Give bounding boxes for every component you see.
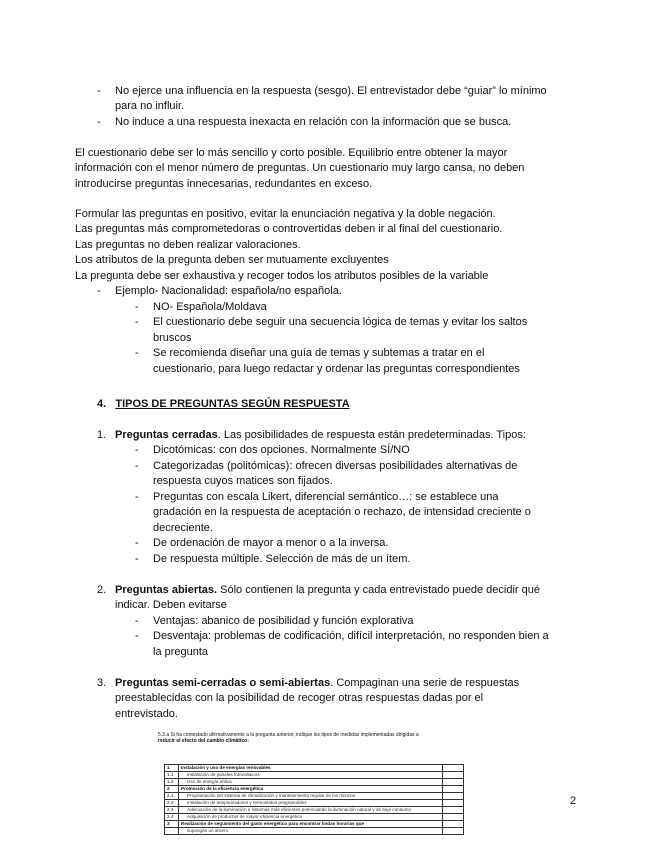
figure-caption <box>158 732 488 744</box>
intro-bullet-line: No induce a una respuesta inexacta en relación con la información que se busca. <box>115 116 512 128</box>
type-item-line <box>115 428 526 443</box>
table-row <box>165 793 464 800</box>
bullet-dash: - <box>135 553 139 565</box>
bullet-dash: - <box>135 444 139 456</box>
bullet-dash: - <box>97 285 101 297</box>
paragraph-line: La pregunta debe ser exhaustiva y recoger todos los atributos posibles de la variable <box>75 270 489 282</box>
table-cell-check[interactable] <box>443 828 464 835</box>
table-cell-text: Instalación y uso de energías renovables <box>179 765 443 772</box>
type-subbullet-line: gradación en la respuesta de aceptación o rechazo, de intensidad creciente o <box>153 506 531 518</box>
example-bullet: Ejemplo- Nacionalidad: española/no española. <box>115 285 342 297</box>
table-row <box>165 800 464 807</box>
embedded-questionnaire-figure <box>158 732 488 848</box>
table-cell-text: Instalación de temporizadores y termostatos programables <box>179 800 443 807</box>
table-cell-check[interactable] <box>443 786 464 793</box>
type-subbullet-line: De ordenación de mayor a menor o a la inversa. <box>153 537 389 549</box>
table-cell-number: 2.3 <box>165 807 179 814</box>
table-cell-check[interactable] <box>443 821 464 828</box>
type-subbullet-line: Preguntas con escala Likert, diferencial semántico…: se establece una <box>153 491 499 503</box>
bullet-dash: - <box>135 301 139 313</box>
bullet-dash: - <box>135 630 139 642</box>
table-cell-number <box>165 828 179 835</box>
table-cell-number: 1 <box>165 765 179 772</box>
table-cell-number: 3 <box>165 821 179 828</box>
type-subbullet-line: la pregunta <box>153 646 209 658</box>
type-subbullet-line: decreciente. <box>153 522 213 534</box>
example-subbullet-line: cuestionario, para luego redactar y ordenar las preguntas correspondientes <box>153 363 520 375</box>
table-cell-text: Realización de seguimiento del gasto energético para encontrar lindas horarias que <box>179 821 443 828</box>
bullet-dash: - <box>135 316 139 328</box>
paragraph-line: Las preguntas más comprometedoras o controvertidas deben ir al final del cuestionario. <box>75 223 503 235</box>
type-description: . Las posibilidades de respuesta están predeterminadas. Tipos: <box>217 429 526 441</box>
paragraph-line: El cuestionario debe ser lo más sencillo y corto posible. Equilibrio entre obtener la mayor <box>75 147 508 159</box>
intro-bullet-line: para no influir. <box>115 100 185 112</box>
type-subbullet-line: Ventajas: abanico de posibilidad y función explorativa <box>153 615 414 627</box>
figure-caption-line: reducir el efecto del cambio climático: <box>158 738 249 744</box>
table-cell-check[interactable] <box>443 793 464 800</box>
paragraph-line: Formular las preguntas en positivo, evitar la enunciación negativa y la doble negación. <box>75 208 496 220</box>
table-cell-number: 1.1 <box>165 772 179 779</box>
paragraph-line: introducirse preguntas innecesarias, redundantes en exceso. <box>75 178 373 190</box>
table-row <box>165 786 464 793</box>
table-row <box>165 807 464 814</box>
table-cell-text: Adecuación de la iluminación o sistemas más eficientes potenciando la iluminación natural y de bajo consumo <box>179 807 443 814</box>
paragraph-line: Las preguntas no deben realizar valoraciones. <box>75 239 301 251</box>
table-cell-text: Instalación de paneles fotovoltaicos <box>179 772 443 779</box>
type-subbullet-line: De respuesta múltiple. Selección de más de un ítem. <box>153 553 411 565</box>
table-cell-check[interactable] <box>443 779 464 786</box>
section-heading <box>97 397 350 412</box>
type-item-line <box>115 583 540 598</box>
bullet-dash: - <box>135 537 139 549</box>
bullet-dash: - <box>135 491 139 503</box>
table-cell-text: Promoción de la eficiencia energética <box>179 786 443 793</box>
paragraph-line: Los atributos de la pregunta deben ser mutuamente excluyentes <box>75 254 389 266</box>
table-cell-number: 2.4 <box>165 814 179 821</box>
example-subbullet-line: bruscos <box>153 332 192 344</box>
paragraph-line: información con el menor número de preguntas. Un cuestionario muy largo cansa, no deben <box>75 162 525 174</box>
type-subbullet-line: Dicotómicas: con dos opciones. Normalmente SÍ/NO <box>153 444 410 456</box>
table-cell-check[interactable] <box>443 772 464 779</box>
table-cell-text: Uso de energía eólica <box>179 779 443 786</box>
table-cell-number: 1.2 <box>165 779 179 786</box>
type-subbullet-line: Categorizadas (politómicas): ofrecen diversas posibilidades alternativas de <box>153 460 518 472</box>
list-number: 2. <box>97 584 107 596</box>
type-title: Preguntas semi-cerradas o semi-abiertas <box>115 677 331 689</box>
type-item-line: preestablecidas con la posibilidad de recoger otras respuestas dadas por el <box>115 692 484 704</box>
table-cell-text: Adquisición de productos de mayor eficiencia energética <box>179 814 443 821</box>
figure-caption-line: 5.3.a Si ha contestado afirmativamente a la pregunta anterior, indique los tipos de medidas implementadas dirigidas a <box>158 732 419 738</box>
bullet-dash: - <box>135 460 139 472</box>
example-subbullet-line: Se recomienda diseñar una guía de temas y subtemas a tratar en el <box>153 347 485 359</box>
bullet-dash: - <box>97 85 101 97</box>
type-description: . Compaginan una serie de respuestas <box>330 677 520 689</box>
example-subbullet-line: El cuestionario debe seguir una secuencia lógica de temas y evitar los saltos <box>153 316 528 328</box>
type-description: Sólo contienen la pregunta y cada entrevistado puede decidir qué <box>217 584 540 596</box>
table-row <box>165 779 464 786</box>
table-cell-number: 2.1 <box>165 793 179 800</box>
table-cell-check[interactable] <box>443 800 464 807</box>
type-item-line <box>115 676 519 691</box>
table-cell-check[interactable] <box>443 807 464 814</box>
type-title: Preguntas cerradas <box>115 429 218 441</box>
table-row <box>165 772 464 779</box>
example-subbullet-line: NO- Española/Moldava <box>153 301 267 313</box>
bullet-dash: - <box>97 116 101 128</box>
type-item-line: indicar. Deben evitarse <box>115 599 227 611</box>
table-row <box>165 828 464 835</box>
figure-table <box>164 764 464 835</box>
table-row <box>165 765 464 772</box>
table-cell-text: supongan un ahorro <box>179 828 443 835</box>
table-cell-check[interactable] <box>443 814 464 821</box>
list-number: 3. <box>97 677 107 689</box>
bullet-dash: - <box>135 347 139 359</box>
section-title: TIPOS DE PREGUNTAS SEGÚN RESPUESTA <box>115 398 350 410</box>
type-title: Preguntas abiertas. <box>115 584 218 596</box>
table-cell-text: Programación del sistema de climatización y mantenimiento regular de los mismos <box>179 793 443 800</box>
page-number: 2 <box>570 795 577 807</box>
bullet-dash: - <box>135 615 139 627</box>
intro-bullet-line: No ejerce una influencia en la respuesta (sesgo). El entrevistador debe “guiar” lo mínimo <box>115 85 547 97</box>
type-subbullet-line: respuesta cuyos matices son fijados. <box>153 475 333 487</box>
table-cell-number: 2 <box>165 786 179 793</box>
table-cell-number: 2.2 <box>165 800 179 807</box>
section-number: 4. <box>97 398 107 410</box>
table-cell-check[interactable] <box>443 765 464 772</box>
table-row <box>165 814 464 821</box>
list-number: 1. <box>97 429 107 441</box>
table-row <box>165 821 464 828</box>
type-subbullet-line: Desventaja: problemas de codificación, difícil interpretación, no responden bien a <box>153 630 549 642</box>
type-item-line: entrevistado. <box>115 708 178 720</box>
